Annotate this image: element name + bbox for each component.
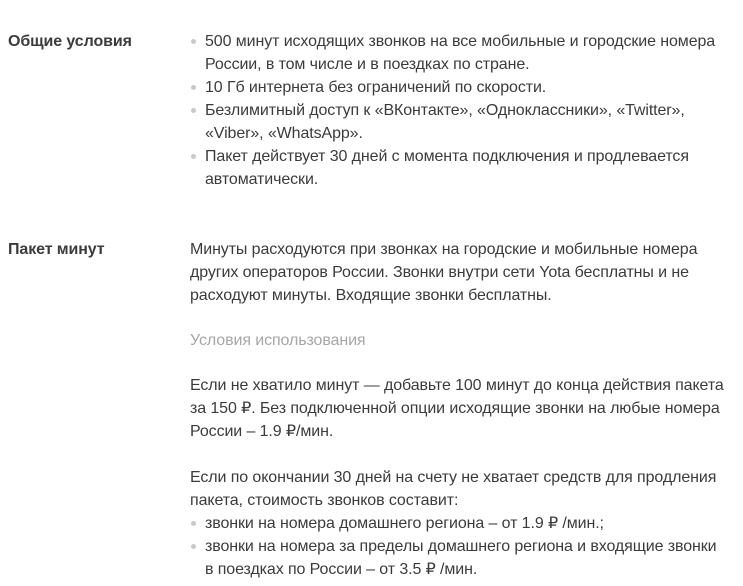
section-content-general	[190, 30, 735, 191]
section-heading-general: Общие условия	[8, 33, 132, 50]
list-item	[190, 76, 735, 99]
list-item	[190, 512, 735, 535]
list-item	[190, 145, 735, 191]
list-item-text: Безлимитный доступ к «ВКонтакте», «Одноклассники», «Twitter», «Viber», «WhatsApp».	[205, 102, 685, 142]
add-minutes-paragraph: Если не хватило минут — добавьте 100 минут до конца действия пакета за 150 ₽. Без подключенной опции исходящие звонки на любые номера России – 1.9 ₽/мин.	[190, 377, 724, 440]
list-item	[190, 30, 735, 76]
list-item-text: 10 Гб интернета без ограничений по скорости.	[205, 79, 547, 96]
bullet-icon	[191, 108, 196, 113]
section-minutes-package	[8, 238, 735, 581]
list-item-text: звонки на номера домашнего региона – от 1.9 ₽ /мин.;	[205, 515, 604, 532]
section-heading-minutes: Пакет минут	[8, 241, 105, 258]
list-item	[190, 99, 735, 145]
bullet-icon	[191, 521, 196, 526]
bullet-icon	[191, 39, 196, 44]
section-content-minutes	[190, 238, 735, 581]
bullet-icon	[191, 544, 196, 549]
bullet-icon	[191, 154, 196, 159]
renewal-paragraph: Если по окончании 30 дней на счету не хватает средств для продления пакета, стоимость звонков составит:	[190, 469, 717, 509]
bullet-icon	[191, 85, 196, 90]
usage-terms-subheading: Условия использования	[190, 332, 366, 349]
list-item-text: 500 минут исходящих звонков на все мобильные и городские номера России, в том числе и в поездках по стране.	[205, 33, 716, 73]
minutes-intro-paragraph: Минуты расходуются при звонках на городские и мобильные номера других операторов России. Звонки внутри сети Yota бесплатны и не расходуют минуты. Входящие звонки бесплатны.	[190, 241, 698, 304]
general-conditions-list	[190, 30, 735, 191]
list-item	[190, 535, 735, 581]
list-item-text: звонки на номера за пределы домашнего региона и входящие звонки в поездках по России – от 3.5 ₽ /мин.	[205, 538, 717, 578]
section-general-conditions	[8, 30, 735, 191]
list-item-text: Пакет действует 30 дней с момента подключения и продлевается автоматически.	[205, 148, 689, 188]
call-rates-list	[190, 512, 735, 581]
